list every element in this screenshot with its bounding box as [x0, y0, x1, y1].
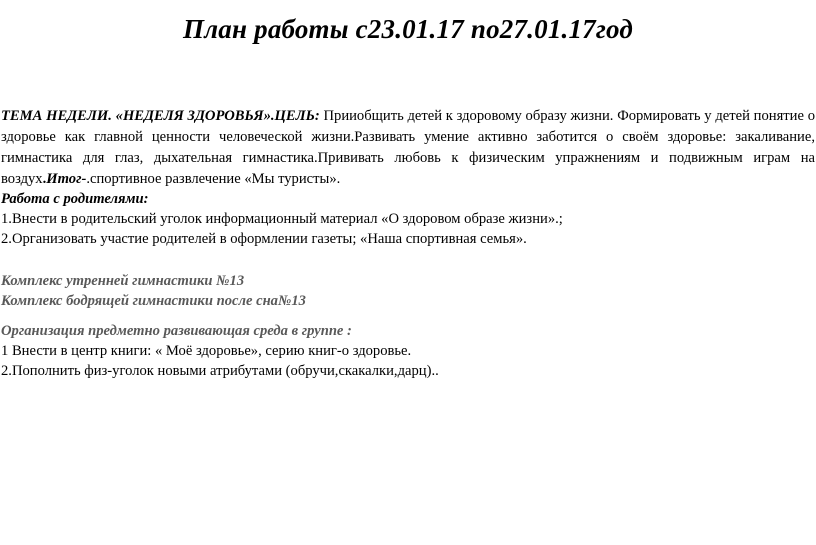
- after-sleep-gymnastics: Комплекс бодрящей гимнастики после сна№13: [1, 293, 306, 309]
- week-result-text: .спортивное развлечение «Мы туристы».: [86, 171, 341, 187]
- week-theme-paragraph: [1, 106, 815, 190]
- parents-section-title: Работа с родителями:: [1, 191, 149, 207]
- environment-item-1: 1 Внести в центр книги: « Моё здоровье», серию книг-о здоровье.: [1, 343, 412, 359]
- week-theme-text: Прииобщить детей к здоровому образу жизни. Формировать у детей понятие о здоровье как главной ценности человеческой жизни.Развивать умение активно заботится о своём здоровье: закаливание, гимнастика для глаз, дыхательная гимнастика.Прививать любовь к физическим упражнениям и подвижным играм на воздух: [1, 108, 815, 187]
- environment-item-2: 2.Пополнить физ-уголок новыми атрибутами (обручи,скакалки,дарц)..: [1, 363, 439, 379]
- week-result-dot: .: [42, 171, 47, 187]
- environment-section-title: Организация предметно развивающая среда в группе :: [1, 323, 352, 339]
- parents-item-1: 1.Внести в родительский уголок информационный материал «О здоровом образе жизни».;: [1, 211, 563, 227]
- parents-item-2: 2.Организовать участие родителей в оформлении газеты; «Наша спортивная семья».: [1, 231, 527, 247]
- morning-gymnastics: Комплекс утренней гимнастики №13: [1, 273, 245, 289]
- week-result-label: Итог-: [46, 171, 87, 187]
- page-title: План работы с23.01.17 по27.01.17год: [183, 14, 633, 44]
- week-theme-label: ТЕМА НЕДЕЛИ. «НЕДЕЛЯ ЗДОРОВЬЯ».ЦЕЛЬ:: [1, 108, 320, 124]
